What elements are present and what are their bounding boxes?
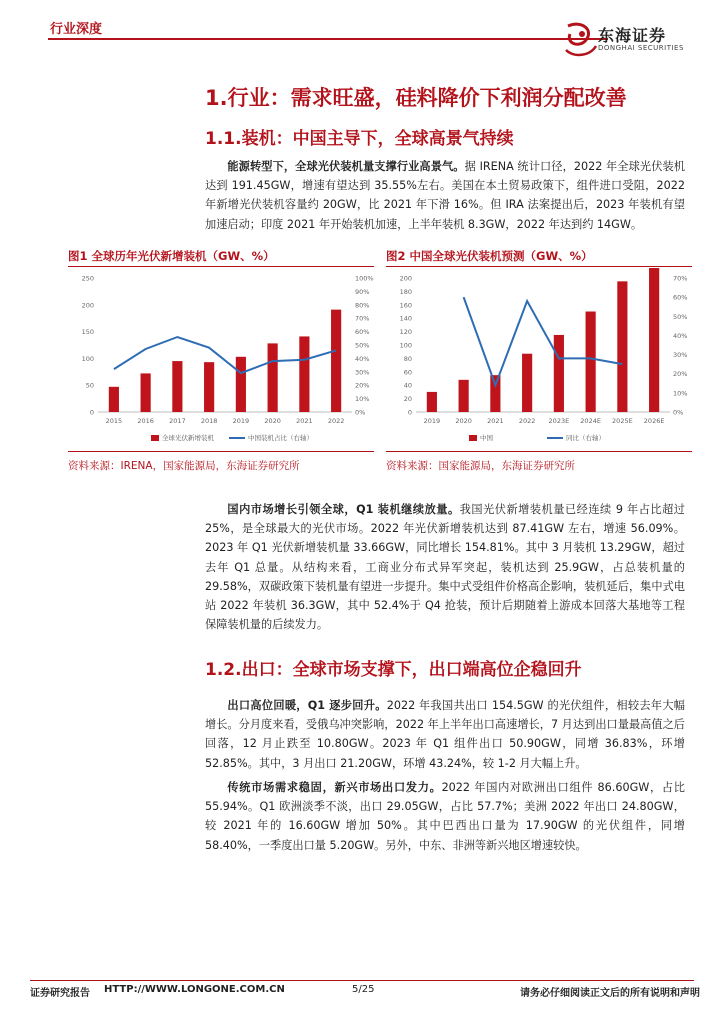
y-left-tick-label: 100 <box>81 354 94 363</box>
bar <box>141 373 151 412</box>
legend-bar-label: 全球光伏新增装机 <box>162 434 214 442</box>
figure-1-chart <box>68 268 374 450</box>
y-right-tick-label: 10% <box>673 389 688 398</box>
x-tick-label: 2019 <box>232 417 250 425</box>
x-tick-label: 2015 <box>105 417 123 425</box>
y-left-tick-label: 200 <box>399 274 412 283</box>
logo-text: 东海证券 <box>598 26 667 45</box>
y-left-tick-label: 120 <box>399 328 412 337</box>
bar <box>427 392 437 412</box>
figure-1-rule <box>68 266 374 267</box>
bar <box>204 362 214 412</box>
figure-1-source: 资料来源：IRENA，国家能源局，东海证券研究所 <box>68 460 300 472</box>
y-right-tick-label: 0% <box>355 408 366 417</box>
y-left-tick-label: 60 <box>403 368 412 377</box>
paragraph-body: 2022 年我国共出口 154.5GW 的光伏组件，相较去年大幅增长。分月度来看，受俄乌冲突影响，2022 年上半年出口高速增长，7 月达到出口量最高值之后回落，12 月止跌至 10.80GW。2023 年 Q1 组件出口 50.90GW，同增 36.83%，环增 52.85%。其中，3 月出口 21.20GW，环增 43.24%，较 1-2 月大幅上升。 <box>205 699 685 770</box>
y-right-tick-label: 30% <box>673 351 688 360</box>
header-category: 行业深度 <box>50 22 103 37</box>
logo-subtext: DONGHAI SECURITIES <box>598 44 684 52</box>
y-right-tick-label: 100% <box>355 274 374 283</box>
y-left-tick-label: 100 <box>399 341 412 350</box>
x-tick-label: 2023E <box>548 417 570 425</box>
x-tick-label: 2026E <box>643 417 665 425</box>
y-left-tick-label: 140 <box>399 314 412 323</box>
y-left-tick-label: 80 <box>403 354 412 363</box>
bar <box>554 335 564 412</box>
bar <box>490 375 500 412</box>
x-tick-label: 2019 <box>423 417 441 425</box>
y-right-tick-label: 70% <box>673 274 688 283</box>
x-tick-label: 2020 <box>455 417 472 425</box>
x-tick-label: 2017 <box>169 417 186 425</box>
y-right-tick-label: 50% <box>673 312 688 321</box>
y-right-tick-label: 20% <box>673 370 688 379</box>
figure-2-source: 资料来源：国家能源局，东海证券研究所 <box>386 460 575 472</box>
figure-1-title: 图1 全球历年光伏新增装机（GW、%） <box>68 249 275 263</box>
paragraph-body: 2022 年国内对欧洲出口组件 86.60GW，占比 55.94%。Q1 欧洲淡季不淡，出口 29.05GW，占比 57.7%；美洲 2022 年出口 24.80GW，较 2021 年的 16.60GW 增加 50%。其中巴西出口量为 17.90GW 的光伏组件，同增 58.40%，一季度出口量 5.20GW。另外，中东、非洲等新兴地区增速较快。 <box>205 781 685 852</box>
figure-2-chart <box>386 268 692 450</box>
legend-line-label: 同比（右轴） <box>566 434 605 442</box>
paragraph-lead: 能源转型下，全球光伏装机量支撑行业高景气。 <box>227 160 465 173</box>
x-tick-label: 2022 <box>518 417 536 425</box>
bar <box>172 361 182 412</box>
y-right-tick-label: 60% <box>673 293 688 302</box>
legend-bar-swatch <box>469 435 477 441</box>
footer-disclaimer: 请务必仔细阅读正文后的所有说明和声明 <box>520 988 700 999</box>
x-tick-label: 2021 <box>487 417 504 425</box>
paragraph-lead: 传统市场需求稳固，新兴市场出口发力。 <box>227 781 442 794</box>
bar <box>236 357 246 412</box>
footer-rule <box>30 980 694 981</box>
y-left-tick-label: 150 <box>81 328 94 337</box>
series-line <box>464 297 623 385</box>
y-right-tick-label: 90% <box>355 287 370 296</box>
x-tick-label: 2021 <box>296 417 313 425</box>
footer-url[interactable]: HTTP://WWW.LONGONE.COM.CN <box>104 984 285 995</box>
y-right-tick-label: 80% <box>355 301 370 310</box>
y-left-tick-label: 160 <box>399 301 412 310</box>
subsection-title-1-2: 1.2.出口：全球市场支撑下，出口端高位企稳回升 <box>205 660 582 680</box>
paragraph-1-2b <box>205 778 685 855</box>
y-left-tick-label: 20 <box>403 395 412 404</box>
legend-bar-label: 中国 <box>480 434 493 442</box>
paragraph-1-1a <box>205 157 685 234</box>
subsection-title-1-1: 1.1.装机：中国主导下，全球高景气持续 <box>205 129 514 149</box>
header-rule <box>48 38 608 40</box>
bar <box>331 310 341 412</box>
y-left-tick-label: 40 <box>403 381 412 390</box>
bar <box>299 336 309 412</box>
y-right-tick-label: 40% <box>355 354 370 363</box>
x-tick-label: 2022 <box>327 417 345 425</box>
x-tick-label: 2025E <box>612 417 633 425</box>
paragraph-lead: 国内市场增长引领全球，Q1 装机继续放量。 <box>227 503 460 516</box>
y-right-tick-label: 30% <box>355 368 370 377</box>
y-left-tick-label: 0 <box>89 408 94 417</box>
figure-2-rule <box>386 266 692 267</box>
legend-bar-swatch <box>151 435 159 441</box>
legend-line-label: 中国装机占比（右轴） <box>248 434 313 442</box>
x-tick-label: 2020 <box>264 417 281 425</box>
footer-page-number: 5/25 <box>352 984 375 995</box>
bar <box>459 380 469 412</box>
paragraph-body: 我国光伏新增装机量已经连续 9 年占比超过 25%，是全球最大的光伏市场。2022 年光伏新增装机达到 87.41GW 左右，增速 56.09%。2023 年 Q1 光伏新增装机量 33.66GW，同比增长 154.81%。其中 3 月装机 13.29GW，超过去年 Q1 总量。从结构来看，工商业分布式异军突起，装机达到 25.9GW，占总装机量的 29.58%，双碳政策下装机量有望进一步提升。集中式受组件价格高企影响，装机延后，集中式电站 2022 年装机 36.3GW，其中 52.4%于 Q4 抢装，预计后期随着上游成本回落大基地等工程保障装机量的后续发力。 <box>205 503 685 632</box>
paragraph-1-2a <box>205 696 685 773</box>
y-right-tick-label: 10% <box>355 395 370 404</box>
bar <box>586 312 596 413</box>
y-right-tick-label: 0% <box>673 408 684 417</box>
figure-1-bottom-rule <box>68 451 374 452</box>
y-left-tick-label: 180 <box>399 287 412 296</box>
paragraph-body: 据 IRENA 统计口径，2022 年全球光伏装机达到 191.45GW，增速有望达到 35.55%左右。美国在本土贸易政策下，组件进口受阻，2022 年新增光伏装机容量约 20GW，比 2021 年下滑 16%。但 IRA 法案提出后，2023 年装机有望加速启动；印度 2021 年开始装机加速，上半年装机 8.3GW，2022 年达到约 14GW。 <box>205 160 685 231</box>
section-title: 1.行业：需求旺盛，硅料降价下利润分配改善 <box>205 86 627 110</box>
y-right-tick-label: 50% <box>355 341 370 350</box>
y-right-tick-label: 70% <box>355 314 370 323</box>
y-right-tick-label: 20% <box>355 381 370 390</box>
bar <box>522 354 532 412</box>
x-tick-label: 2018 <box>200 417 218 425</box>
y-left-tick-label: 0 <box>407 408 412 417</box>
figure-2-bottom-rule <box>386 451 692 452</box>
bar <box>268 343 278 412</box>
y-right-tick-label: 40% <box>673 331 688 340</box>
paragraph-1-1b <box>205 500 685 634</box>
x-tick-label: 2016 <box>137 417 154 425</box>
bar <box>649 268 659 412</box>
bar <box>617 281 627 412</box>
y-left-tick-label: 200 <box>81 301 94 310</box>
y-left-tick-label: 250 <box>81 274 94 283</box>
y-right-tick-label: 60% <box>355 328 370 337</box>
figure-2-title: 图2 中国全球光伏装机预测（GW、%） <box>386 249 593 263</box>
x-tick-label: 2024E <box>580 417 601 425</box>
y-left-tick-label: 50 <box>85 381 94 390</box>
bar <box>109 387 119 412</box>
paragraph-lead: 出口高位回暖，Q1 逐步回升。 <box>227 699 387 712</box>
footer-report-type: 证券研究报告 <box>30 988 90 999</box>
